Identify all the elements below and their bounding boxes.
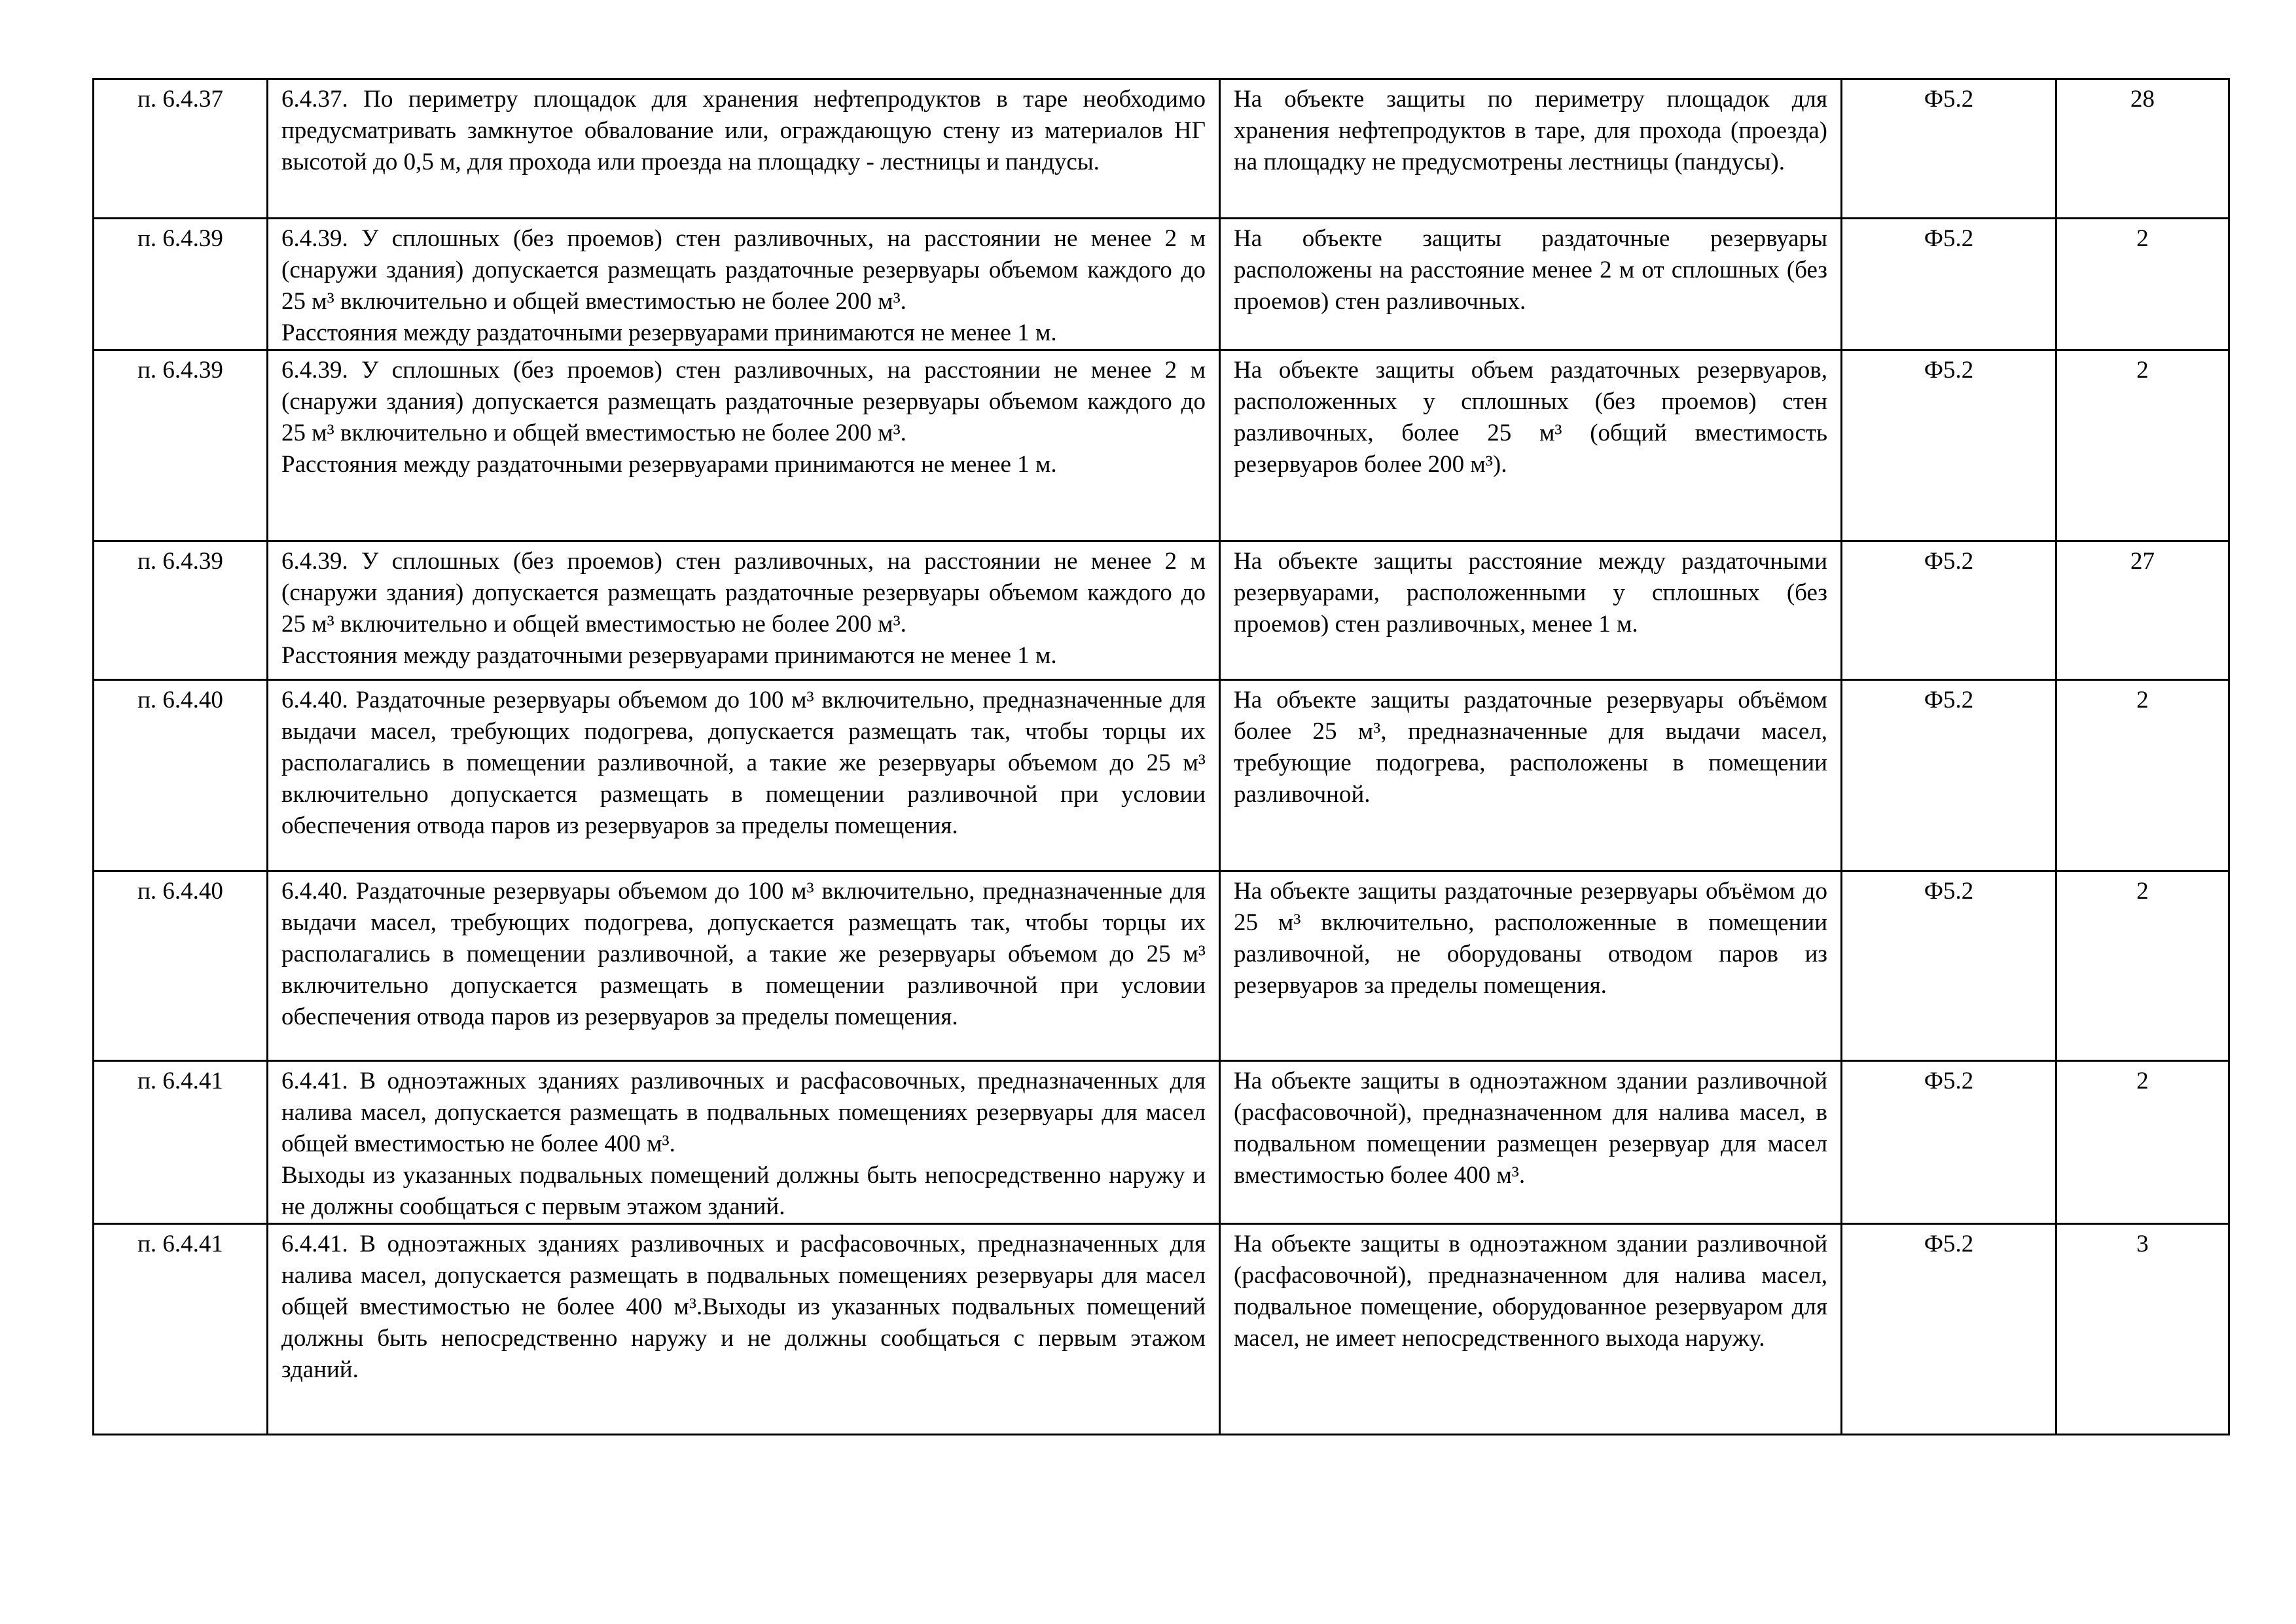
point-cell: п. 6.4.40 bbox=[94, 871, 268, 1061]
table-row bbox=[94, 541, 2229, 680]
requirement-cell bbox=[268, 871, 1220, 1061]
code-cell: Ф5.2 bbox=[1842, 871, 2056, 1061]
requirement-text: 6.4.39. У сплошных (без проемов) стен разливочных, на расстоянии не менее 2 м (снаружи здания) допускается размещать раздаточные резервуары объемом каждого до 25 м³ включительно и общей вместимостью не более 200 м³. bbox=[281, 357, 1206, 446]
table-row bbox=[94, 871, 2229, 1061]
table-row bbox=[94, 1224, 2229, 1435]
point-cell: п. 6.4.41 bbox=[94, 1224, 268, 1435]
point-cell: п. 6.4.41 bbox=[94, 1061, 268, 1224]
requirement-text: 6.4.39. У сплошных (без проемов) стен разливочных, на расстоянии не менее 2 м (снаружи здания) допускается размещать раздаточные резервуары объемом каждого до 25 м³ включительно и общей вместимостью не более 200 м³. bbox=[281, 225, 1206, 315]
table-row bbox=[94, 350, 2229, 541]
violation-cell bbox=[1220, 1061, 1842, 1224]
violation-cell bbox=[1220, 219, 1842, 350]
count-cell: 3 bbox=[2056, 1224, 2229, 1435]
point-cell: п. 6.4.37 bbox=[94, 79, 268, 219]
count-cell: 2 bbox=[2056, 871, 2229, 1061]
requirement-text: 6.4.40. Раздаточные резервуары объемом до 100 м³ включительно, предназначенные для выдачи масел, требующих подогрева, допускается размещать так, чтобы торцы их располагались в помещении разливочной, а такие же резервуары объемом до 25 м³ включительно допускается размещать в помещении разливочной при условии обеспечения отвода паров из резервуаров за пределы помещения. bbox=[281, 687, 1206, 839]
count-cell: 2 bbox=[2056, 1061, 2229, 1224]
requirement-text: Расстояния между раздаточными резервуарами принимаются не менее 1 м. bbox=[281, 642, 1057, 669]
requirement-text: 6.4.41. В одноэтажных зданиях разливочных и расфасовочных, предназначенных для налива масел, допускается размещать в подвальных помещениях резервуары для масел общей вместимостью не более 400 м³. bbox=[281, 1068, 1206, 1157]
violation-text: На объекте защиты в одноэтажном здании разливочной (расфасовочной), предназначенном для налива масел, в подвальном помещении размещен резервуар для масел вместимостью более 400 м³. bbox=[1234, 1068, 1827, 1189]
count-cell: 27 bbox=[2056, 541, 2229, 680]
violation-cell bbox=[1220, 79, 1842, 219]
count-cell: 2 bbox=[2056, 219, 2229, 350]
requirement-text: 6.4.39. У сплошных (без проемов) стен разливочных, на расстоянии не менее 2 м (снаружи здания) допускается размещать раздаточные резервуары объемом каждого до 25 м³ включительно и общей вместимостью не более 200 м³. bbox=[281, 548, 1206, 638]
requirement-cell bbox=[268, 1224, 1220, 1435]
violation-cell bbox=[1220, 541, 1842, 680]
violation-cell bbox=[1220, 871, 1842, 1061]
violation-text: На объекте защиты раздаточные резервуары объёмом более 25 м³, предназначенные для выдачи масел, требующие подогрева, расположены в помещении разливочной. bbox=[1234, 687, 1827, 808]
code-cell: Ф5.2 bbox=[1842, 79, 2056, 219]
regulation-table bbox=[92, 78, 2230, 1435]
code-cell: Ф5.2 bbox=[1842, 541, 2056, 680]
point-cell: п. 6.4.39 bbox=[94, 219, 268, 350]
code-cell: Ф5.2 bbox=[1842, 1224, 2056, 1435]
table-row bbox=[94, 1061, 2229, 1224]
violation-cell bbox=[1220, 680, 1842, 871]
requirement-cell bbox=[268, 680, 1220, 871]
table-row bbox=[94, 79, 2229, 219]
requirement-text: Расстояния между раздаточными резервуарами принимаются не менее 1 м. bbox=[281, 451, 1057, 478]
point-cell: п. 6.4.39 bbox=[94, 350, 268, 541]
violation-text: На объекте защиты расстояние между раздаточными резервуарами, расположенными у сплошных (без проемов) стен разливочных, менее 1 м. bbox=[1234, 548, 1827, 638]
violation-text: На объекте защиты по периметру площадок для хранения нефтепродуктов в таре, для прохода (проезда) на площадку не предусмотрены лестницы (пандусы). bbox=[1234, 86, 1827, 175]
requirement-cell bbox=[268, 1061, 1220, 1224]
violation-text: На объекте защиты в одноэтажном здании разливочной (расфасовочной), предназначенном для налива масел, подвальное помещение, оборудованное резервуаром для масел, не имеет непосредственного выхода наружу. bbox=[1234, 1231, 1827, 1352]
count-cell: 28 bbox=[2056, 79, 2229, 219]
requirement-text: 6.4.40. Раздаточные резервуары объемом до 100 м³ включительно, предназначенные для выдачи масел, требующих подогрева, допускается размещать так, чтобы торцы их располагались в помещении разливочной, а такие же резервуары объемом до 25 м³ включительно допускается размещать в помещении разливочной при условии обеспечения отвода паров из резервуаров за пределы помещения. bbox=[281, 878, 1206, 1030]
table-row bbox=[94, 680, 2229, 871]
code-cell: Ф5.2 bbox=[1842, 350, 2056, 541]
requirement-text: Выходы из указанных подвальных помещений должны быть непосредственно наружу и не должны сообщаться с первым этажом зданий. bbox=[281, 1162, 1206, 1220]
table-row bbox=[94, 219, 2229, 350]
violation-text: На объекте защиты раздаточные резервуары объёмом до 25 м³ включительно, расположенные в помещении разливочной, не оборудованы отводом паров из резервуаров за пределы помещения. bbox=[1234, 878, 1827, 999]
point-cell: п. 6.4.40 bbox=[94, 680, 268, 871]
point-cell: п. 6.4.39 bbox=[94, 541, 268, 680]
requirement-text: Расстояния между раздаточными резервуарами принимаются не менее 1 м. bbox=[281, 319, 1057, 346]
requirement-cell bbox=[268, 350, 1220, 541]
requirement-text: 6.4.41. В одноэтажных зданиях разливочных и расфасовочных, предназначенных для налива масел, допускается размещать в подвальных помещениях резервуары для масел общей вместимостью не более 400 м³.Выходы из указанных подвальных помещений должны быть непосредственно наружу и не должны сообщаться с первым этажом зданий. bbox=[281, 1231, 1206, 1383]
requirement-text: 6.4.37. По периметру площадок для хранения нефтепродуктов в таре необходимо предусматривать замкнутое обвалование или, ограждающую стену из материалов НГ высотой до 0,5 м, для прохода или проезда на площадку - лестницы и пандусы. bbox=[281, 86, 1206, 175]
requirement-cell bbox=[268, 219, 1220, 350]
requirement-cell bbox=[268, 541, 1220, 680]
code-cell: Ф5.2 bbox=[1842, 680, 2056, 871]
table-body bbox=[94, 79, 2229, 1435]
count-cell: 2 bbox=[2056, 680, 2229, 871]
violation-cell bbox=[1220, 350, 1842, 541]
violation-text: На объекте защиты раздаточные резервуары расположены на расстояние менее 2 м от сплошных (без проемов) стен разливочных. bbox=[1234, 225, 1827, 315]
count-cell: 2 bbox=[2056, 350, 2229, 541]
violation-cell bbox=[1220, 1224, 1842, 1435]
violation-text: На объекте защиты объем раздаточных резервуаров, расположенных у сплошных (без проемов) стен разливочных, более 25 м³ (общий вместимость резервуаров более 200 м³). bbox=[1234, 357, 1827, 478]
code-cell: Ф5.2 bbox=[1842, 219, 2056, 350]
code-cell: Ф5.2 bbox=[1842, 1061, 2056, 1224]
requirement-cell bbox=[268, 79, 1220, 219]
